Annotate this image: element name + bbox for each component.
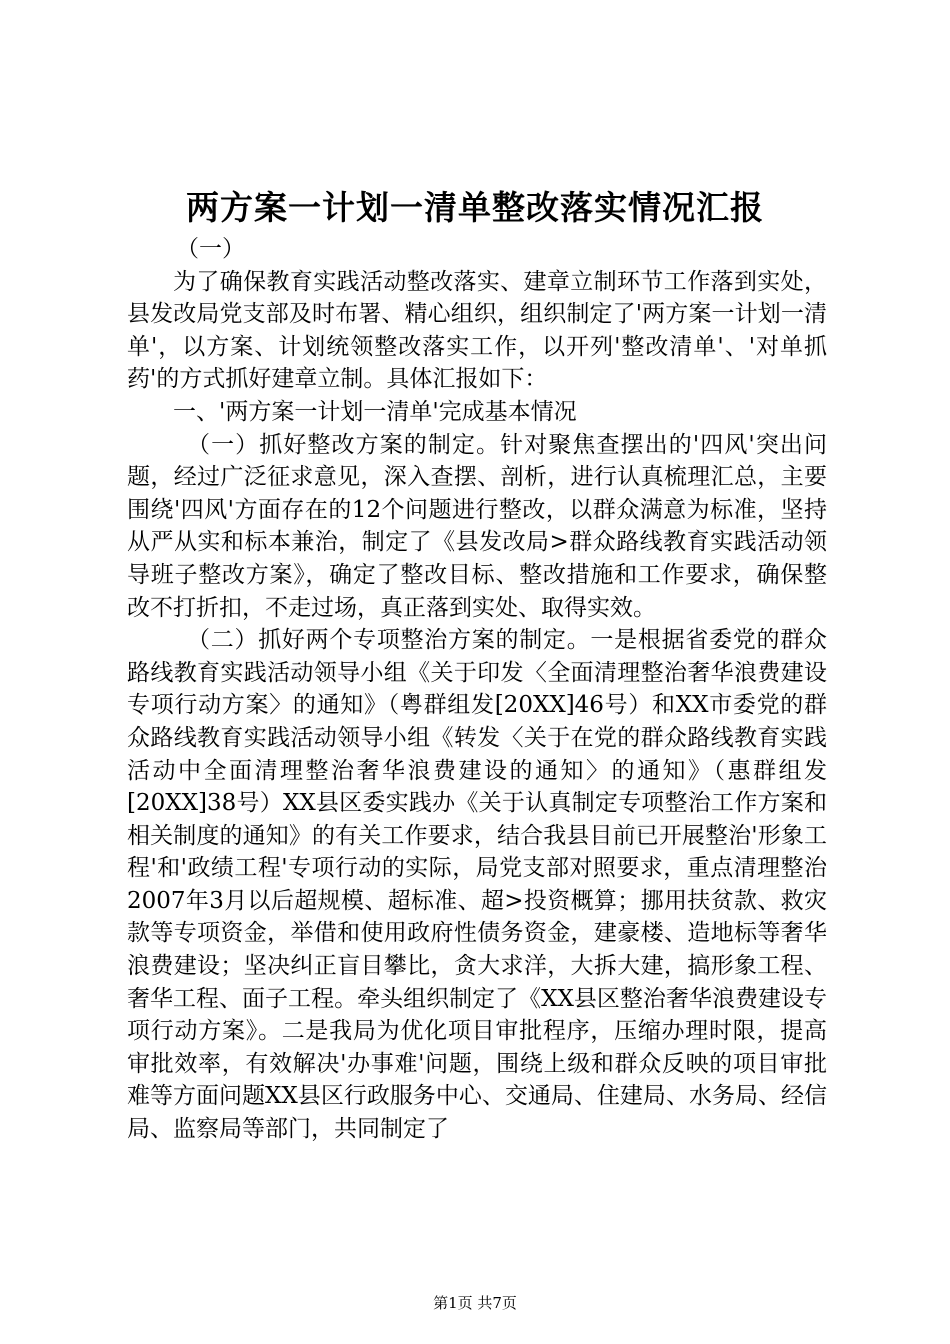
body-paragraph: （一）抓好整改方案的制定。针对聚焦查摆出的'四风'突出问题，经过广泛征求意见，深入查摆、剖析，进行认真梳理汇总，主要围绕'四风'方面存在的12个问题进行整改，以群众满意为标准，坚持从严从实和标本兼治，制定了《县发改局>群众路线教育实践活动领导班子整改方案》，确定了整改目标、整改措施和工作要求，确保整改不打折扣，不走过场，真正落到实处、取得实效。 xyxy=(127,431,827,621)
document-title: 两方案一计划一清单整改落实情况汇报 xyxy=(186,188,764,227)
page-footer: 第1页 共7页 xyxy=(433,1294,517,1312)
body-paragraph: （二）抓好两个专项整治方案的制定。一是根据省委党的群众路线教育实践活动领导小组《关于印发〈全面清理整治奢华浪费建设专项行动方案〉的通知》（粤群组发[20XX]46号）和XX市委党的群众路线教育实践活动领导小组《转发〈关于在党的群众路线教育实践活动中全面清理整治奢华浪费建设的通知〉的通知》（惠群组发[20XX]38号）XX县区委实践办《关于认真制定专项整治工作方案和相关制度的通知》的有关工作要求，结合我县目前已开展整治'形象工程'和'政绩工程'专项行动的实际，局党支部对照要求，重点清理整治2007年3月以后超规模、超标准、超>投资概算；挪用扶贫款、救灾款等专项资金，举借和使用政府性债务资金，建豪楼、造地标等奢华浪费建设；坚决纠正盲目攀比，贪大求洋，大拆大建，搞形象工程、奢华工程、面子工程。牵头组织制定了《XX县区整治奢华浪费建设专项行动方案》。二是我局为优化项目审批程序，压缩办理时限，提高审批效率，有效解决'办事难'问题，围绕上级和群众反映的项目审批难等方面问题XX县区行政服务中心、交通局、住建局、水务局、经信局、监察局等部门，共同制定了 xyxy=(127,627,827,1143)
document-body xyxy=(127,233,827,1146)
section-heading: 一、'两方案一计划一清单'完成基本情况 xyxy=(173,398,577,425)
intro-paragraph: 为了确保教育实践活动整改落实、建章立制环节工作落到实处，县发改局党支部及时布署、精心组织，组织制定了'两方案一计划一清单'，以方案、计划统领整改落实工作，以开列'整改清单'、'对单抓药'的方式抓好建章立制。具体汇报如下： xyxy=(127,268,827,393)
section-number: （一） xyxy=(176,236,245,262)
